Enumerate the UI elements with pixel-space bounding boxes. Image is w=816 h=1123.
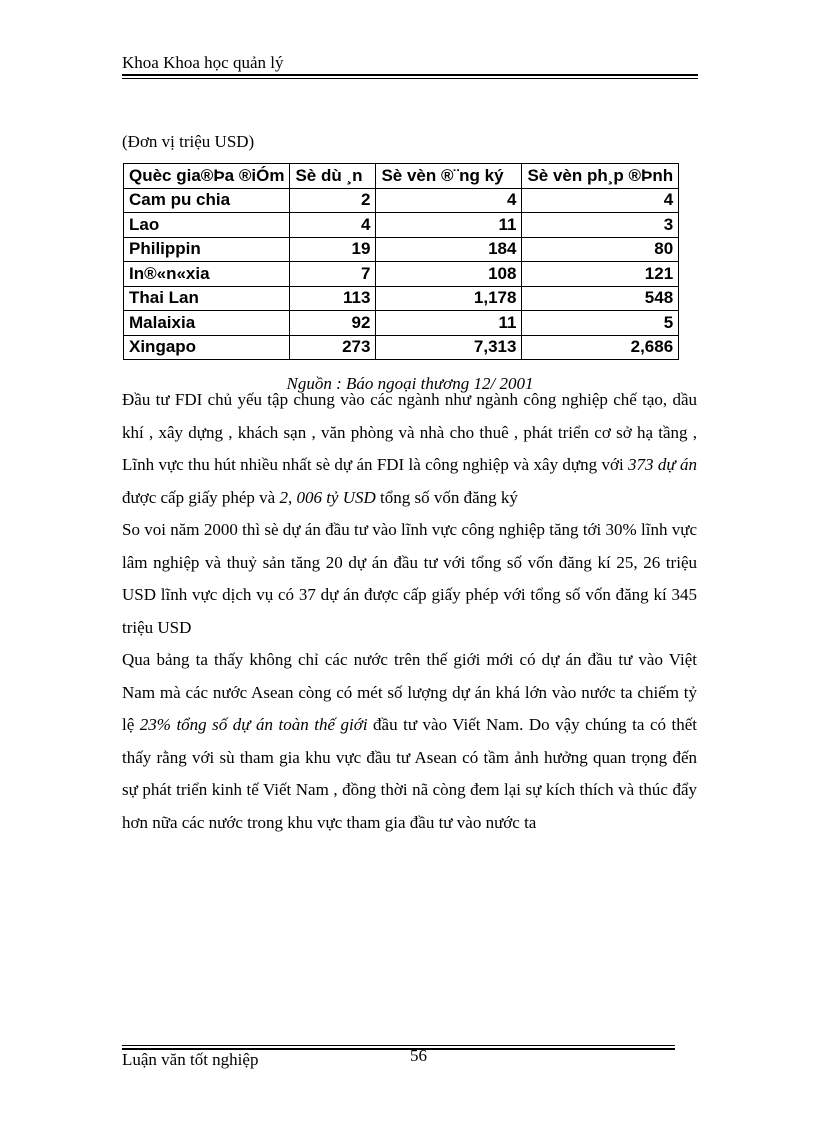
cell-projects: 113 [290, 286, 376, 311]
page-number: 56 [410, 1046, 427, 1065]
table-row [124, 213, 679, 238]
cell-country: Thai Lan [124, 286, 290, 311]
highlight-percentage: 23% tổng số dự án toàn thế giới [139, 715, 368, 734]
cell-registered-capital: 7,313 [376, 335, 522, 360]
footer-rule-thin [122, 1045, 675, 1046]
cell-legal-capital: 80 [522, 237, 679, 262]
paragraph-text: được cấp giấy phép và [122, 487, 280, 507]
table-row [124, 262, 679, 287]
table-row [124, 311, 679, 336]
paragraph-asean-share [122, 644, 697, 839]
column-header-country: Quèc gia®Þa ®iÓm [124, 164, 290, 189]
paragraph-comparison-2000: So voi năm 2000 thì sè dự án đầu tư vào lĩnh vực công nghiệp tăng tới 30% lĩnh vực lâm nghiệp và thuỷ sản tăng 20 dự án đầu tư với tổng số vốn đăng kí 25, 26 triệu USD lĩnh vực dịch vụ có 37 dự án được cấp giấy phép với tổng số vốn đăng kí 345 triệu USD [122, 520, 697, 637]
cell-projects: 4 [290, 213, 376, 238]
cell-legal-capital: 3 [522, 213, 679, 238]
cell-registered-capital: 184 [376, 237, 522, 262]
cell-country: Philippin [124, 237, 290, 262]
cell-projects: 92 [290, 311, 376, 336]
paragraph-text: Đầu tư FDI chủ yếu tập chung vào các ngành như ngành công nghiệp chế tạo, dầu khí , xây dựng , khách sạn , văn phòng và nhà cho thuê , phát triển cơ sở hạ tầng , Lĩnh vực thu hút nhiều nhất sè dự án FDI là công nghiệp và xây dựng với [122, 390, 697, 474]
table-header-row [124, 164, 679, 189]
cell-country: Cam pu chia [124, 188, 290, 213]
highlight-capital-amount: 2, 006 tỷ USD [279, 487, 376, 507]
paragraph-text: Qua bảng ta thấy không chỉ các nước trên thế giới mới có dự án đầu tư vào Việt Nam mà các nước Asean còng có mét số lượng dự án khá lớn vào nước ta chiếm tỷ lệ [122, 650, 697, 734]
paragraph-text: tổng số vốn đăng ký [375, 487, 518, 507]
cell-projects: 19 [290, 237, 376, 262]
header-title: Khoa Khoa học quản lý [122, 53, 284, 72]
cell-legal-capital: 2,686 [522, 335, 679, 360]
cell-country: Lao [124, 213, 290, 238]
cell-country: Xingapo [124, 335, 290, 360]
unit-note: (Đơn vị triệu USD) [122, 132, 255, 151]
table-row [124, 188, 679, 213]
cell-legal-capital: 4 [522, 188, 679, 213]
footer-text: Luận văn tốt nghiệp [122, 1050, 259, 1069]
cell-country: In®«n«xia [124, 262, 290, 287]
cell-legal-capital: 5 [522, 311, 679, 336]
cell-registered-capital: 4 [376, 188, 522, 213]
cell-projects: 273 [290, 335, 376, 360]
paragraph-fdi-sectors [122, 384, 697, 514]
cell-legal-capital: 121 [522, 262, 679, 287]
column-header-projects: Sè dù ¸n [290, 164, 376, 189]
column-header-legal-capital: Sè vèn ph¸p ®Þnh [522, 164, 679, 189]
cell-registered-capital: 11 [376, 213, 522, 238]
cell-registered-capital: 11 [376, 311, 522, 336]
header-rule-thin [122, 78, 698, 79]
table-row [124, 286, 679, 311]
highlight-project-count: 373 dự án [628, 455, 697, 474]
column-header-registered-capital: Sè vèn ®¨ng ký [376, 164, 522, 189]
table-source-caption: Nguồn : Báo ngoại thương 12/ 2001 [286, 374, 534, 393]
cell-country: Malaixia [124, 311, 290, 336]
cell-registered-capital: 108 [376, 262, 522, 287]
body-text [122, 384, 697, 839]
cell-projects: 2 [290, 188, 376, 213]
table-row [124, 237, 679, 262]
cell-projects: 7 [290, 262, 376, 287]
table-row [124, 335, 679, 360]
paragraph-text: đầu tư vào Viết Nam. Do vậy chúng ta có thết thấy rằng với sù tham gia khu vực đầu tư Asean có tầm ảnh hưởng quan trọng đến sự phát triển kinh tế Viết Nam , đồng thời nã còng đem lại sự kích thích và thúc đẩy hơn nữa các nước trong khu vực tham gia đầu tư vào nước ta [122, 715, 697, 832]
cell-registered-capital: 1,178 [376, 286, 522, 311]
header-rule-thick [122, 74, 698, 76]
investment-table [123, 163, 679, 360]
cell-legal-capital: 548 [522, 286, 679, 311]
